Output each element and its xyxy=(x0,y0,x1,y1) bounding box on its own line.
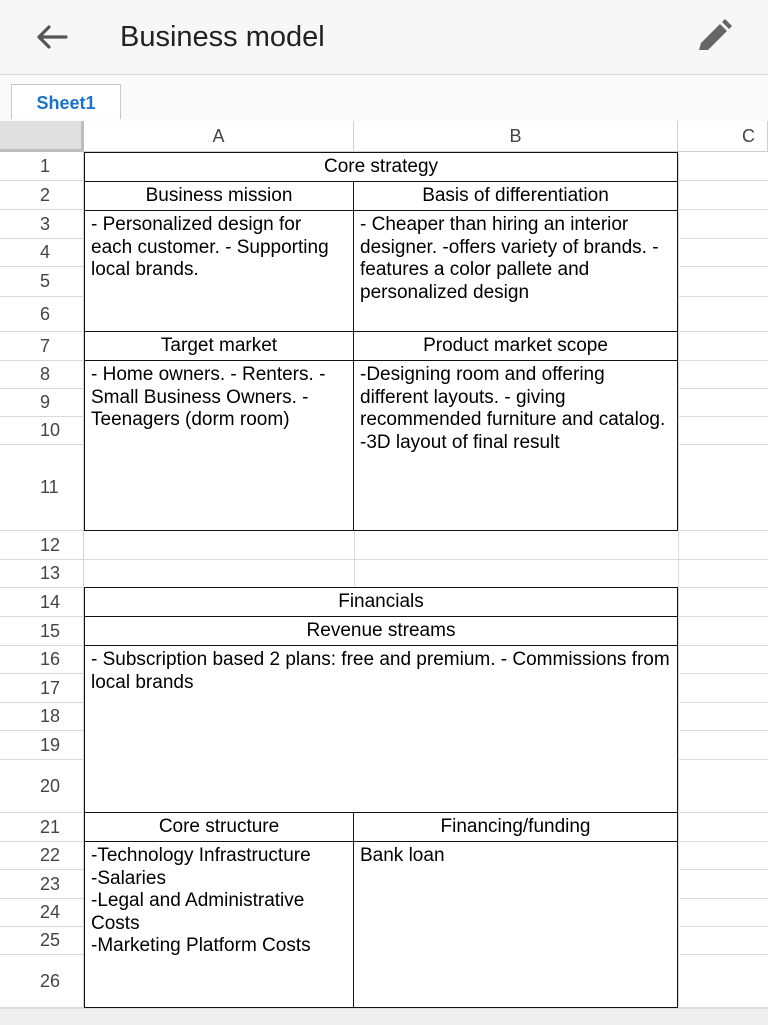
row-header[interactable]: 14 xyxy=(0,588,84,617)
tab-sheet1[interactable]: Sheet1 xyxy=(11,84,121,119)
edit-button[interactable] xyxy=(692,18,736,56)
row-header[interactable]: 9 xyxy=(0,389,84,417)
cell-core-strategy[interactable]: Core strategy xyxy=(84,152,678,182)
cell-product-market-scope[interactable]: Product market scope xyxy=(353,331,678,361)
row-header[interactable]: 21 xyxy=(0,813,84,842)
row-header[interactable]: 12 xyxy=(0,531,84,560)
row-header[interactable]: 6 xyxy=(0,297,84,332)
row-header[interactable]: 15 xyxy=(0,617,84,646)
cell-scope-text[interactable]: -Designing room and offering different layouts. - giving recommended furniture and catalog. -3D layout of final result xyxy=(353,360,678,531)
grid-line xyxy=(678,152,679,1008)
row-header[interactable]: 23 xyxy=(0,870,84,899)
cell-core-structure-text[interactable]: -Technology Infrastructure -Salaries -Legal and Administrative Costs -Marketing Platform Costs xyxy=(84,841,354,1008)
select-all-corner[interactable] xyxy=(0,121,84,152)
row-header[interactable]: 25 xyxy=(0,927,84,955)
cell-target-market[interactable]: Target market xyxy=(84,331,354,361)
row-header[interactable]: 7 xyxy=(0,332,84,361)
column-header-c[interactable]: C xyxy=(678,121,768,152)
row-header[interactable]: 13 xyxy=(0,560,84,588)
row-header[interactable]: 11 xyxy=(0,445,84,531)
cell-core-structure[interactable]: Core structure xyxy=(84,812,354,842)
row-header[interactable]: 26 xyxy=(0,955,84,1008)
row-header[interactable]: 22 xyxy=(0,842,84,870)
cell-basis-of-differentiation[interactable]: Basis of differentiation xyxy=(353,181,678,211)
cell-mission-text[interactable]: - Personalized design for each customer. - Supporting local brands. xyxy=(84,210,354,332)
sheet-tab-bar xyxy=(0,75,768,121)
cell-revenue-streams[interactable]: Revenue streams xyxy=(84,616,678,646)
row-header[interactable]: 2 xyxy=(0,181,84,210)
back-button[interactable] xyxy=(30,20,74,54)
row-header[interactable]: 8 xyxy=(0,361,84,389)
arrow-left-icon xyxy=(30,20,74,54)
cell-funding-text[interactable]: Bank loan xyxy=(353,841,678,1008)
pencil-icon xyxy=(692,18,736,56)
row-header[interactable]: 24 xyxy=(0,899,84,927)
row-header[interactable]: 3 xyxy=(0,210,84,239)
row-header[interactable]: 4 xyxy=(0,239,84,267)
bottom-bar xyxy=(0,1008,768,1025)
row-header[interactable]: 18 xyxy=(0,703,84,731)
row-header[interactable]: 10 xyxy=(0,417,84,445)
app-toolbar xyxy=(0,0,768,75)
cell-target-market-text[interactable]: - Home owners. - Renters. -Small Business Owners. - Teenagers (dorm room) xyxy=(84,360,354,531)
row-header[interactable]: 20 xyxy=(0,760,84,813)
row-header[interactable]: 19 xyxy=(0,731,84,760)
row-header[interactable]: 16 xyxy=(0,646,84,674)
grid-line xyxy=(84,559,768,560)
cell-revenue-text[interactable]: - Subscription based 2 plans: free and premium. - Commissions from local brands xyxy=(84,645,678,813)
row-header[interactable]: 5 xyxy=(0,267,84,297)
row-header[interactable]: 17 xyxy=(0,674,84,703)
row-header[interactable]: 1 xyxy=(0,152,84,181)
cell-business-mission[interactable]: Business mission xyxy=(84,181,354,211)
cell-financials[interactable]: Financials xyxy=(84,587,678,617)
cell-differentiation-text[interactable]: - Cheaper than hiring an interior designer. -offers variety of brands. -features a color pallete and personalized design xyxy=(353,210,678,332)
column-header-b[interactable]: B xyxy=(354,121,678,152)
spreadsheet-grid[interactable] xyxy=(0,121,768,1008)
document-title: Business model xyxy=(120,21,325,53)
cell-financing-funding[interactable]: Financing/funding xyxy=(353,812,678,842)
column-header-a[interactable]: A xyxy=(84,121,354,152)
